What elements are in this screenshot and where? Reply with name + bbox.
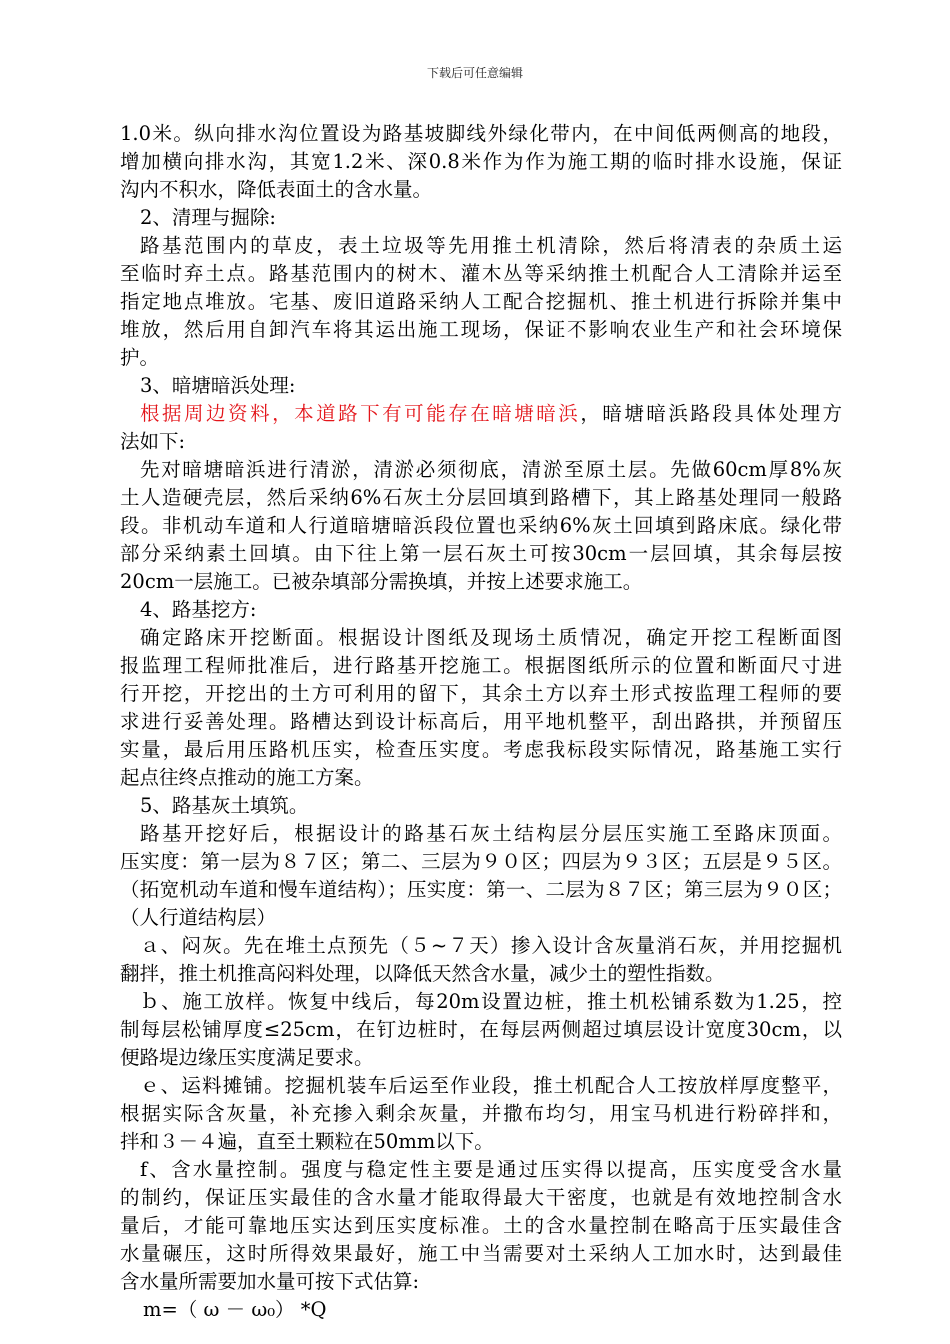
text-line <box>120 1016 842 1044</box>
text-line <box>120 1044 842 1072</box>
line-text: ，暗塘暗浜路段具体处理方 <box>580 402 842 425</box>
line-text: 1.0米。纵向排水沟位置设为路基坡脚线外绿化带内，在中间低两侧高的地段， <box>120 122 842 145</box>
text-line <box>120 960 842 988</box>
line-text: 路基范围内的草皮，表土垃圾等先用推土机清除，然后将清表的杂质土运 <box>140 234 842 257</box>
line-text: 拌和３－４遍，直至土颗粒在50mm以下。 <box>120 1130 494 1153</box>
line-text: 压实度：第一层为８７区；第二、三层为９０区；四层为９３区；五层是９５区。 <box>120 850 842 873</box>
line-text: 报监理工程师批准后，进行路基开挖施工。根据图纸所示的位置和断面尺寸进 <box>120 654 842 677</box>
text-line <box>120 988 842 1016</box>
text-line <box>120 932 842 960</box>
line-text: 水量碾压，这时所得效果最好，施工中当需要对土采纳人工加水时，达到最佳 <box>120 1242 842 1265</box>
line-text: ｂ、施工放样。恢复中线后，每20m设置边桩，推土机松铺系数为1.25，控 <box>140 990 842 1013</box>
text-line <box>120 1240 842 1268</box>
text-line <box>120 792 842 820</box>
text-line <box>120 232 842 260</box>
text-line <box>120 288 842 316</box>
text-line <box>120 1100 842 1128</box>
line-text: 起点往终点推动的施工方案。 <box>120 766 374 789</box>
text-line <box>120 372 842 400</box>
line-text: 翻拌，推土机推高闷料处理，以降低天然含水量，减少土的塑性指数。 <box>120 962 725 985</box>
text-line <box>120 428 842 456</box>
line-text: ｅ、运料摊铺。挖掘机装车后运至作业段，推土机配合人工按放样厚度整平， <box>140 1074 842 1097</box>
line-text: ａ、闷灰。先在堆土点预先（５~７天）掺入设计含灰量消石灰，并用挖掘机 <box>140 934 842 957</box>
text-line <box>120 204 842 232</box>
line-text: m=（ ω － ω₀） *Q <box>143 1298 327 1321</box>
line-text: 行开挖，开挖出的土方可利用的留下，其余土方以弃土形式按监理工程师的要 <box>120 682 842 705</box>
text-line <box>120 120 842 148</box>
line-text: 指定地点堆放。宅基、废旧道路采纳人工配合挖掘机、推土机进行拆除并集中 <box>120 290 842 313</box>
line-text: 含水量所需要加水量可按下式估算: <box>120 1270 420 1293</box>
text-line <box>120 624 842 652</box>
text-line <box>120 820 842 848</box>
text-line <box>120 904 842 932</box>
line-text: （人行道结构层） <box>120 906 277 929</box>
text-line <box>120 540 842 568</box>
text-line <box>120 456 842 484</box>
line-text: 路基开挖好后，根据设计的路基石灰土结构层分层压实施工至路床顶面。 <box>140 822 842 845</box>
text-line <box>120 1128 842 1156</box>
text-line <box>120 764 842 792</box>
line-text: 土人造硬壳层，然后采纳6%石灰土分层回填到路槽下，其上路基处理同一般路 <box>120 486 842 509</box>
text-line <box>120 1268 842 1296</box>
text-line <box>120 876 842 904</box>
line-text: 部分采纳素土回填。由下往上第一层石灰土可按30cm一层回填，其余每层按 <box>120 542 842 565</box>
text-line <box>120 1072 842 1100</box>
text-line <box>120 400 842 428</box>
text-line <box>120 652 842 680</box>
line-text: （拓宽机动车道和慢车道结构）；压实度：第一、二层为８７区；第三层为９０区； <box>120 878 842 901</box>
text-line <box>120 568 842 596</box>
line-text: 根据实际含灰量，补充掺入剩余灰量，并撒布均匀，用宝马机进行粉碎拌和， <box>120 1102 842 1125</box>
line-text: 4、路基挖方: <box>140 598 257 621</box>
line-text: 5、路基灰土填筑。 <box>140 794 309 817</box>
highlighted-text: 根据周边资料，本道路下有可能存在暗塘暗浜 <box>140 402 581 425</box>
document-body <box>120 120 842 1324</box>
text-line <box>120 316 842 344</box>
line-text: 法如下: <box>120 430 186 453</box>
line-text: 沟内不积水，降低表面土的含水量。 <box>120 178 433 201</box>
text-line <box>120 260 842 288</box>
text-line <box>120 1156 842 1184</box>
line-text: 增加横向排水沟，其宽1.2米、深0.8米作为作为施工期的临时排水设施，保证 <box>120 150 842 173</box>
line-text: 实量，最后用压路机压实，检查压实度。考虑我标段实际情况，路基施工实行 <box>120 738 842 761</box>
formula-line <box>120 1296 842 1324</box>
text-line <box>120 848 842 876</box>
text-line <box>120 596 842 624</box>
line-text: 确定路床开挖断面。根据设计图纸及现场土质情况，确定开挖工程断面图 <box>140 626 842 649</box>
line-text: 先对暗塘暗浜进行清淤，清淤必须彻底，清淤至原土层。先做60cm厚8%灰 <box>140 458 842 481</box>
page-header: 下载后可任意编辑 <box>426 66 523 80</box>
text-line <box>120 680 842 708</box>
line-text: 制每层松铺厚度≤25cm，在钉边桩时，在每层两侧超过填层设计宽度30cm，以 <box>120 1018 842 1041</box>
line-text: 20cm一层施工。已被杂填部分需换填，并按上述要求施工。 <box>120 570 643 593</box>
text-line <box>120 1212 842 1240</box>
line-text: 段。非机动车道和人行道暗塘暗浜段位置也采纳6%灰土回填到路床底。绿化带 <box>120 514 842 537</box>
text-line <box>120 1184 842 1212</box>
line-text: 堆放，然后用自卸汽车将其运出施工现场，保证不影响农业生产和社会环境保 <box>120 318 842 341</box>
line-text: 护。 <box>120 346 160 369</box>
line-text: f、含水量控制。强度与稳定性主要是通过压实得以提高，压实度受含水量 <box>140 1158 842 1181</box>
text-line <box>120 148 842 176</box>
line-text: 量后，才能可靠地压实达到压实度标准。土的含水量控制在略高于压实最佳含 <box>120 1214 842 1237</box>
text-line <box>120 176 842 204</box>
line-text: 便路堤边缘压实度满足要求。 <box>120 1046 374 1069</box>
text-line <box>120 484 842 512</box>
line-text: 3、暗塘暗浜处理: <box>140 374 296 397</box>
text-line <box>120 512 842 540</box>
text-line <box>120 708 842 736</box>
line-text: 的制约，保证压实最佳的含水量才能取得最大干密度，也就是有效地控制含水 <box>120 1186 842 1209</box>
line-text: 至临时弃土点。路基范围内的树木、灌木丛等采纳推土机配合人工清除并运至 <box>120 262 842 285</box>
line-text: 2、清理与掘除: <box>140 206 276 229</box>
text-line <box>120 344 842 372</box>
line-text: 求进行妥善处理。路槽达到设计标高后，用平地机整平，刮出路拱，并预留压 <box>120 710 842 733</box>
text-line <box>120 736 842 764</box>
